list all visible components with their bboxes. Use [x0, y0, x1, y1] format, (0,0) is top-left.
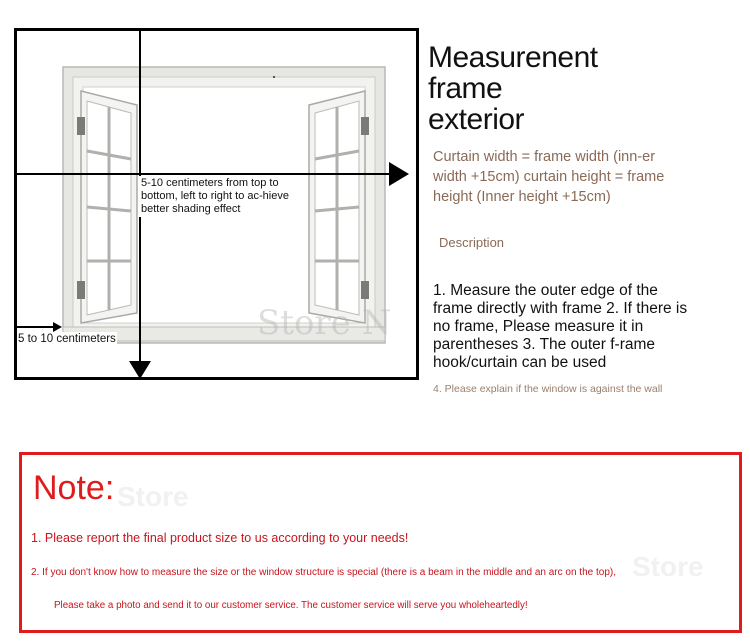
- side-margin-label: 5 to 10 centimeters: [18, 333, 116, 345]
- note-line-3: Please take a photo and send it to our customer service. The customer service will serve you wholeheartedly!: [54, 600, 528, 611]
- left-window-sash: [77, 91, 137, 323]
- arrow-right-icon: [389, 162, 409, 186]
- curtain-size-formula: Curtain width = frame width (inn-er width +15cm) curtain height = frame height (Inner height +15cm): [433, 149, 665, 205]
- store-watermark: Store N: [257, 303, 392, 343]
- hinge-icon: [361, 281, 369, 299]
- right-window-sash: [309, 91, 369, 323]
- description-label: Description: [439, 235, 505, 250]
- measurement-steps: 1. Measure the outer edge of the frame directly with frame 2. If there is no frame, Please measure it in parentheses 3. The outer f-rame hook/curtain can be used: [433, 282, 688, 371]
- note-line-1: 1. Please report the final product size to us according to your needs!: [31, 531, 409, 545]
- hinge-icon: [77, 117, 85, 135]
- arrow-right-icon: [53, 322, 62, 332]
- measurement-diagram: [14, 28, 419, 380]
- hinge-icon: [361, 117, 369, 135]
- arrow-down-icon: [129, 361, 151, 379]
- shading-tip-text: 5-10 centimeters from top to bottom, left to right to ac-hieve better shading effect: [138, 176, 298, 217]
- note-title: Note:: [33, 469, 115, 507]
- horizontal-measure-line: [17, 173, 392, 175]
- note-line-2: 2. If you don't know how to measure the size or the window structure is special (there is a beam in the middle and an arc on the top),: [31, 567, 616, 578]
- hinge-icon: [77, 281, 85, 299]
- section-title: Measurenent frame exterior: [428, 41, 598, 136]
- wall-note: 4. Please explain if the window is against the wall: [433, 383, 663, 395]
- note-box: Store Store Note: 1. Please report the final product size to us according to your needs! 2. If you don't know how to measure the size or the window structure is special (there is a beam in the middle and an arc on the top), Please take a photo and send it to our customer service. The customer service will serve you wholeheartedly!: [19, 452, 742, 633]
- side-measure-line: [17, 326, 55, 328]
